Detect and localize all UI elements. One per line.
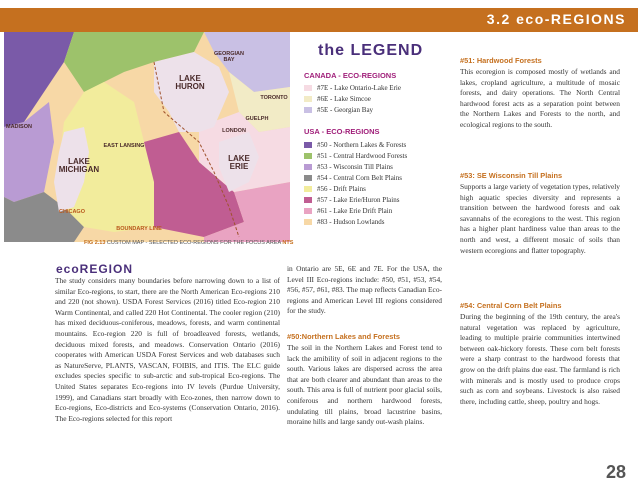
section-53-body: Supports a large variety of vegetation types, relatively high aquatic species diversity and represents a transition between the hardwood forests and oak savannahs of the ecoregions to the west. This region has a higher plant hardiness value than areas to the north and west, a different mosaic of soils than western ecoregions and flatter topography. [460, 182, 620, 255]
madison-label: MADISON [6, 124, 32, 130]
lake-michigan-label: LAKE MICHIGAN [58, 157, 100, 175]
page-number: 28 [605, 462, 626, 482]
figure-caption [84, 240, 293, 246]
legend-swatch [304, 164, 312, 170]
legend-item [304, 174, 402, 182]
legend-swatch [304, 96, 312, 102]
section-53-title: #53: SE Wisconsin Till Plains [460, 171, 563, 180]
ecoregion-heading: ecoREGION [56, 262, 134, 276]
london-label: LONDON [222, 128, 246, 134]
legend-label: #53 - Wisconsin Till Plains [317, 163, 393, 171]
georgian-bay-label: GEORGIAN BAY [214, 51, 244, 63]
legend-swatch [304, 85, 312, 91]
legend-title: the LEGEND [318, 42, 424, 59]
legend-label: #51 - Central Hardwood Forests [317, 152, 408, 160]
section-51-body: This ecoregion is composed mostly of wetlands and lakes, cropland agriculture, a multitude of mosaic forests, and dairy operations. The North Central hardwood forest acts as a separation point between the Northern Lakes and Forests to the north, and ecological regions to the south. [460, 67, 620, 129]
legend-label: #61 - Lake Erie Drift Plain [317, 207, 393, 215]
section-54-title: #54: Central Corn Belt Plains [460, 301, 562, 310]
legend-item [304, 185, 366, 193]
legend-canada-heading: CANADA - ECO-REGIONS [304, 71, 397, 80]
chicago-label: CHICAGO [59, 209, 85, 215]
boundary-line-label: BOUNDARY LINE [116, 226, 162, 232]
legend-item [304, 163, 393, 171]
legend-swatch [304, 153, 312, 159]
legend-item [304, 106, 373, 114]
section-50-title: #50:Northern Lakes and Forests [287, 332, 400, 341]
legend-item [304, 95, 371, 103]
legend-label: #7E - Lake Ontario-Lake Erie [317, 84, 401, 92]
legend-label: #56 - Drift Plains [317, 185, 366, 193]
section-title: 3.2 eco-REGIONS [486, 11, 626, 27]
section-50-body: The soil in the Northern Lakes and Forest tend to lack the amibility of soil in adjacent regions to the south. Various lakes are dispersed across the area that are both clearer and abundant than areas to the south. This area is full of nutrient poor glacial soils, coniferous and northern hardwood forests, undulating till plains, broad lacustrine basins, moraine hills and large sandy out-wash plains. [287, 343, 442, 427]
legend-item [304, 218, 384, 226]
legend-swatch [304, 219, 312, 225]
legend-label: #57 - Lake Erie/Huron Plains [317, 196, 400, 204]
legend-item [304, 152, 407, 160]
nts-note: NTS [282, 240, 294, 246]
legend-label: #50 - Northern Lakes & Forests [317, 141, 407, 149]
section-54-body: During the beginning of the 19th century, the area's natural vegetation was replaced by agriculture, leading to multiple prairie communities intertwined between oak-hickory forests. These corn belt forests were a sharp contrast to the hardwood forests that grow on the drift plains due east. The farmland is rich with minerals and is mostly used to produce crops such as corn and soybeans. Livestock is also raised there, including cattle, sheep, poultry and hogs. [460, 312, 620, 406]
legend-swatch [304, 208, 312, 214]
eco-region-map [4, 32, 290, 242]
legend-item [304, 196, 399, 204]
guelph-label: GUELPH [245, 116, 269, 122]
legend-swatch [304, 107, 312, 113]
legend-usa-heading: USA - ECO-REGIONS [304, 127, 380, 136]
section-banner [0, 8, 638, 32]
figure-number: FIG 2.13 [84, 240, 106, 246]
east-lansing-label: EAST LANSING [103, 143, 145, 149]
legend-label: #5E - Georgian Bay [317, 106, 374, 114]
legend-item [304, 84, 401, 92]
lake-huron-label: LAKE HURON [175, 74, 205, 92]
ecoregion-paragraph-1: The study considers many boundaries before narrowing down to a list of similar Eco-regions, to start, there are the North American Eco-regions 210 and 220 (not shown). USDA Forest Services (2016) titled Eco-region 210 Warm Continental, and called 220 Hot Continental. The cooler region (210) has mixed deciduous-coniferous, meadows, forests, and warm continental mountains. Eco-region 220 is full of broadleaved forests, wetlands, deciduous mixed forests, and meadows. Conservation Ontario (2016) cooperates with American USDA Forest Services and web databases such as NatureServe, PLANTS, VASCAN, FOIBIS, and ITIS. The ELC guide excludes species specific to sub-arctic and sub-tropical Eco-regions. The United States separates Eco-regions into IV levels (Purdue University, 1999), and Canadians start broadly with Eco-zones, then narrow down to Eco-regions, Eco-districts and Eco-systems (Conservation Ontario, 2016). The Eco-regions selected for this report [55, 276, 280, 423]
legend-swatch [304, 186, 312, 192]
legend-swatch [304, 197, 312, 203]
ecoregion-paragraph-2: in Ontario are 5E, 6E and 7E. For the USA, the Level III Eco-regions include: #50, #51, #53, #54, #56, #57, #61, #83. The map reflects Canadian Eco-regions and American Level III regions considered for the study. [287, 264, 442, 316]
legend-item [304, 207, 392, 215]
legend-item [304, 141, 406, 149]
figure-caption-text: CUSTOM MAP - SELECTED ECO-REGIONS FOR THE FOCUS AREA [105, 240, 283, 246]
legend-swatch [304, 142, 312, 148]
legend-label: #83 - Hudson Lowlands [317, 218, 385, 226]
section-51-title: #51: Hardwood Forests [460, 56, 542, 65]
lake-erie-label: LAKE ERIE [228, 154, 250, 172]
toronto-label: TORONTO [260, 95, 288, 101]
legend-swatch [304, 175, 312, 181]
legend-label: #54 - Central Corn Belt Plains [317, 174, 402, 182]
legend-label: #6E - Lake Simcoe [317, 95, 371, 103]
